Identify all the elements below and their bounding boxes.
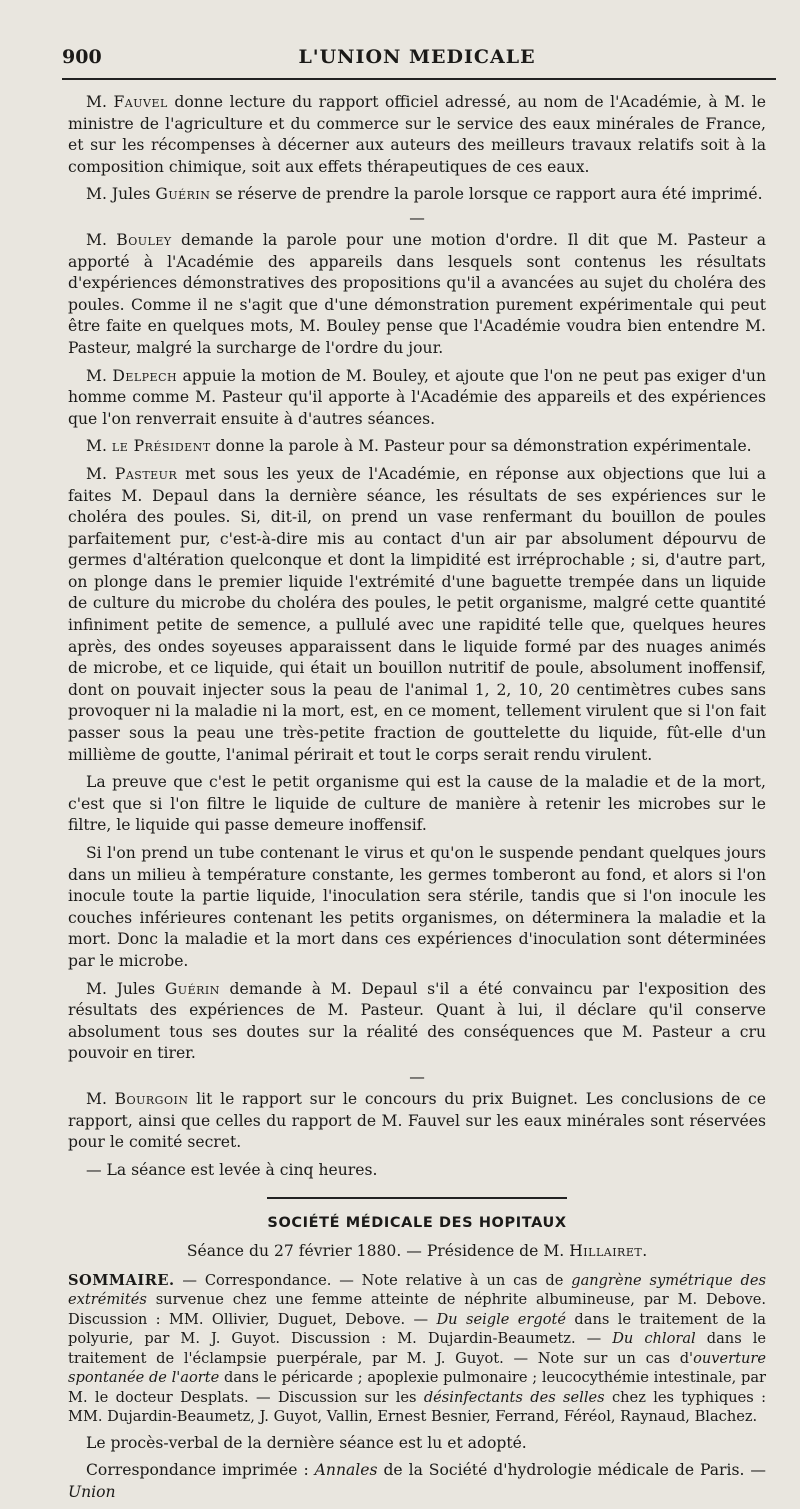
paragraph-fauvel: M. Fauvel donne lecture du rapport officiel adressé, au nom de l'Académie, à M. le ministre de l'agriculture et du commerce sur le service des eaux minérales de France, et sur les récompenses à décerner aux auteurs des meilleurs travaux relatifs soit à la composition chimique, soit aux effets thérapeutiques de ces eaux. — [68, 93, 766, 176]
running-title: L'UNION MEDICALE — [298, 46, 536, 68]
president-name: Hillairet — [569, 1241, 643, 1260]
society-title: SOCIÉTÉ MÉDICALE DES HOPITAUX — [267, 1215, 567, 1232]
paragraph-guerin-1: M. Jules Guérin se réserve de prendre la parole lorsque ce rapport aura été imprimé. — [86, 185, 763, 204]
page-number: 900 — [62, 46, 102, 68]
paragraph-seance-levee: — La séance est levée à cinq heures. — [86, 1160, 378, 1179]
sommaire: SOMMAIRE. — Correspondance. — Note relative à un cas de gangrène symétrique des extrémités survenue chez une femme atteinte de néphrite albumineuse, par M. Debove. Discussion : MM. Ollivier, Duguet, Debove. — Du seigle ergoté dans le traitement de la polyurie, par M. J. Guyot. Discussion : M. Dujardin-Beaumetz. — Du chloral dans le traitement de l'éclampsie puerpérale, par M. J. Guyot. — Note sur un cas d'ouverture spontanée de l'aorte dans le péricarde ; apoplexie pulmonaire ; leucocythémie intestinale, par M. le docteur Desplats. — Discussion sur les désinfectants des selles chez les typhiques : MM. Dujardin-Beaumetz, J. Guyot, Vallin, Ernest Besnier, Ferrand, Féréol, Raynaud, Blachez. — [68, 1271, 767, 1425]
sommaire-label: SOMMAIRE. — [68, 1271, 175, 1289]
speaker-name: Guérin — [155, 185, 211, 204]
paragraph-guerin-2: M. Jules Guérin demande à M. Depaul s'il a été convaincu par l'exposition des résultats des expériences de M. Pasteur. Quant à lui, il déclare qu'il conserve absolument tous ses doutes sur la réalité des conséquences que M. Pasteur a cru pouvoir en tirer. — [68, 979, 766, 1063]
section-rule — [267, 1197, 567, 1199]
speaker-name: Bouley — [116, 230, 172, 249]
document-body — [68, 92, 766, 1509]
speaker-name: Fauvel — [113, 93, 168, 111]
paragraph-president: M. le Président donne la parole à M. Pasteur pour sa démonstration expérimentale. — [86, 437, 752, 456]
session-line: Séance du 27 février 1880. — Présidence de M. Hillairet. — [186, 1241, 648, 1260]
speaker-name: Delpech — [112, 366, 178, 385]
header-rule — [62, 78, 776, 80]
speaker-name: Guérin — [164, 979, 220, 998]
speaker-name: Bourgoin — [114, 1089, 189, 1108]
paragraph-bourgoin: M. Bourgoin lit le rapport sur le concours du prix Buignet. Les conclusions de ce rapport, ainsi que celles du rapport de M. Fauvel sur les eaux minérales sont réservées pour le comité secret. — [68, 1089, 766, 1152]
paragraph-correspondance: Correspondance imprimée : Annales de la Société d'hydrologie médicale de Paris. — Union — [68, 1461, 766, 1501]
separator-dash: — — [409, 208, 425, 227]
paragraph-bouley: M. Bouley demande la parole pour une motion d'ordre. Il dit que M. Pasteur a apporté à l'Académie des appareils dans lesquels sont contenus les résultats d'expériences démonstratives des propositions qu'il a avancées au sujet du choléra des poules. Comme il ne s'agit que d'une démonstration purement expérimentale qui peut être faite en quelques mots, M. Bouley pense que l'Académie voudra bien entendre M. Pasteur, malgré la surcharge de l'ordre du jour. — [68, 230, 766, 357]
paragraph-preuve: La preuve que c'est le petit organisme qui est la cause de la maladie et de la mort, c'est que si l'on filtre le liquide de culture de manière à retenir les microbes sur le filtre, le liquide qui passe demeure inoffensif. — [68, 773, 766, 835]
page-header — [62, 46, 772, 74]
speaker-name: Pasteur — [114, 464, 178, 483]
paragraph-tube: Si l'on prend un tube contenant le virus et qu'on le suspende pendant quelques jours dans un milieu à température constante, les germes tomberont au fond, et alors si l'on inocule toute la partie liquide, l'inoculation sera stérile, tandis que si l'on inocule les couches inférieures contenant les petits organismes, on déterminera la maladie et la mort. Donc la maladie et la mort dans ces expériences d'inoculation sont déterminées par le microbe. — [68, 844, 766, 970]
separator-dash: — — [409, 1067, 425, 1086]
paragraph-delpech: M. Delpech appuie la motion de M. Bouley, et ajoute que l'on ne peut pas exiger d'un homme comme M. Pasteur qu'il apporte à l'Académie des appareils et des expériences que l'on renverrait ensuite à d'autres séances. — [68, 366, 766, 428]
paragraph-pasteur: M. Pasteur met sous les yeux de l'Académie, en réponse aux objections que lui a faites M. Depaul dans la dernière séance, les résultats de ses expériences sur le choléra des poules. Si, dit-il, on prend un vase renfermant du bouillon de poules parfaitement pur, c'est-à-dire mis au contact d'un air par absolument dépourvu de germes d'altération quelconque et dont la limpidité est irréprochable ; si, d'autre part, on plonge dans le premier liquide l'extrémité d'une baguette trempée dans un liquide de culture du microbe du choléra des poules, le petit organisme, malgré cette quantité infiniment petite de semence, a pullulé avec une rapidité telle que, quelques heures après, des ondes soyeuses apparaissent dans le liquide formé par des nuages animés de microbe, et ce liquide, qui était un bouillon nutritif de poule, absolument inoffensif, dont on pouvait injecter sous la peau de l'animal 1, 2, 10, 20 centimètres cubes sans provoquer ni la maladie ni la mort, est, en ce moment, tellement virulent que si l'on fait passer sous la peau une très-petite fraction de gouttelette du liquide, fût-elle d'un millième de goutte, l'animal périrait et tout le corps serait rendu virulent. — [68, 464, 766, 764]
paragraph-proces-verbal: Le procès-verbal de la dernière séance est lu et adopté. — [86, 1433, 527, 1452]
speaker-name: le Président — [111, 437, 211, 456]
